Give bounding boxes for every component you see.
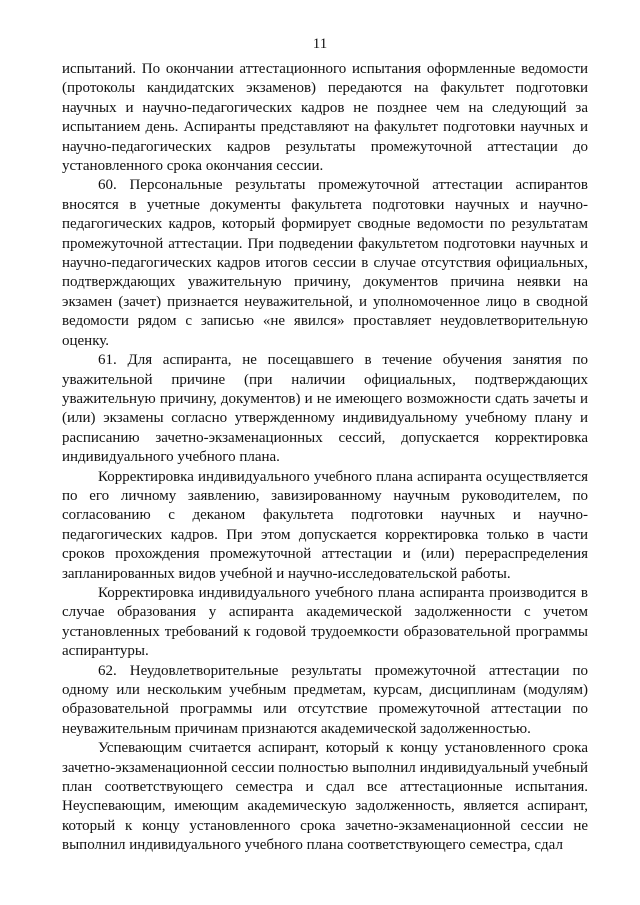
paragraph-item-62: 62. Неудовлетворительные результаты промежуточной аттестации по одному или нескольким учебным предметам, курсам, дисциплинам (модулям) образовательной программы или отсутствие промежуточной аттестации по неуважительным причинам признаются академической задолженностью. — [62, 662, 588, 737]
paragraph-successful-student: Успевающим считается аспирант, который к концу установленного срока зачетно-экзаменационной сессии полностью выполнил индивидуальный учебный план соответствующего семестра и сдал все аттестационные испытания. Неуспевающим, имеющим академическую задолженность, является аспирант, который к концу установленного срока зачетно-экзаменационной сессии не выполнил индивидуального учебного плана соответствующего семестра, сдал — [62, 740, 588, 854]
paragraph-plan-adjustment: Корректировка индивидуального учебного плана аспиранта осуществляется по его личному заявлению, завизированному научным руководителем, по согласованию с деканом факультета подготовки научных и научно-педагогических кадров. При этом допускается корректировка только в части сроков прохождения промежуточной аттестации и (или) перераспределения запланированных видов учебной и научно-исследовательской работы. — [62, 468, 588, 582]
paragraph-item-61: 61. Для аспиранта, не посещавшего в течение обучения занятия по уважительной причине (при наличии официальных, подтверждающих уважительную причину, документов) и не имеющего возможности сдать зачеты и (или) экзамены согласно утвержденному индивидуальному учебному плану и расписанию зачетно-экзаменационных сессий, допускается корректировка индивидуального учебного плана. — [62, 352, 588, 466]
paragraph-continuation: испытаний. По окончании аттестационного испытания оформленные ведомости (протоколы кандидатских экзаменов) передаются на факультет подготовки научных и научно-педагогических кадров не позднее чем на следующий за испытанием день. Аспиранты представляют на факультет подготовки научных и научно-педагогических кадров результаты промежуточной аттестации до установленного срока окончания сессии. — [62, 61, 588, 175]
document-body — [62, 60, 588, 856]
page-number: 11 — [312, 36, 328, 52]
paragraph-item-60: 60. Персональные результаты промежуточной аттестации аспирантов вносятся в учетные документы факультета подготовки научных и научно-педагогических кадров, который формирует сводные ведомости по результатам промежуточной аттестации. При подведении факультетом подготовки научных и научно-педагогических кадров итогов сессии в случае отсутствия официальных, подтверждающих уважительную причину, документов причина неявки на экзамен (зачет) признается неуважительной, и уполномоченное лицо в сводной ведомости рядом с записью «не явился» проставляет неудовлетворительную оценку. — [62, 177, 588, 349]
paragraph-plan-adjustment-debt: Корректировка индивидуального учебного плана аспиранта производится в случае образования у аспиранта академической задолженности с учетом установленных требований к годовой трудоемкости образовательной программы аспирантуры. — [62, 584, 588, 660]
